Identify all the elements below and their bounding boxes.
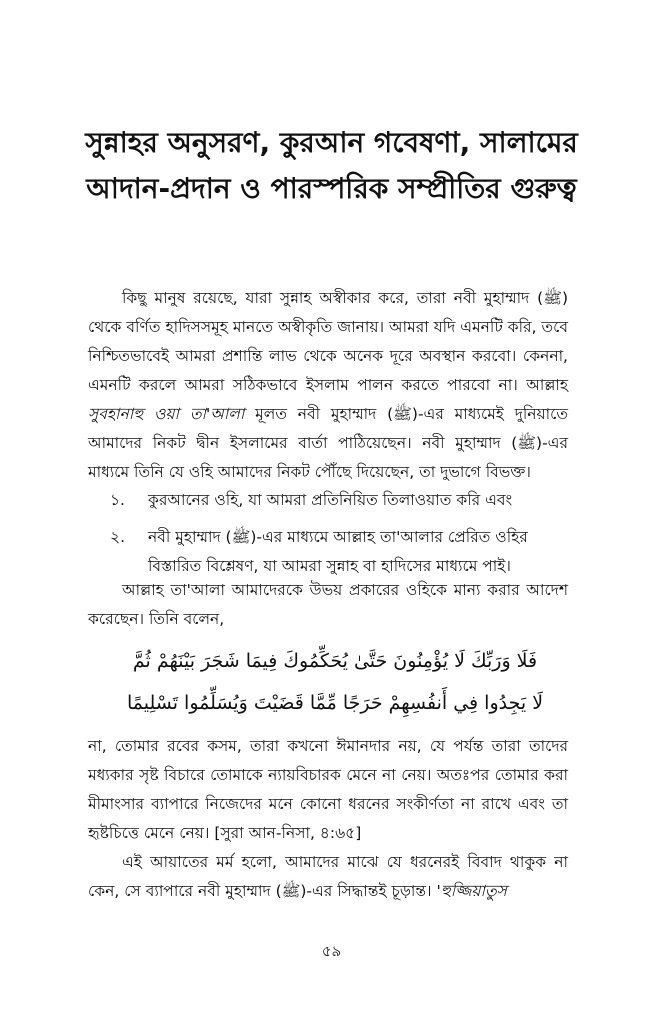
closing-text: এই আয়াতের মর্ম হলো, আমাদের মাঝে যে ধরনেরই বিবাদ থাকুক না কেন, সে ব্যাপারে নবী মুহাম্মাদ (ﷺ)-এর সিদ্ধান্তই চূড়ান্ত। [88, 853, 568, 900]
list-item [110, 523, 568, 581]
intro-italic-phrase: সুবহানাহু ওয়া তা'আলা [88, 405, 245, 423]
chapter-title-line-1: সুন্নাহর অনুসরণ, কুরআন গবেষণা, সালামের [85, 126, 578, 159]
list-item-text: কুরআনের ওহি, যা আমরা প্রতিনিয়িত তিলাওয়াত করি এবং [148, 491, 513, 509]
intro-text-end: মূলত নবী মুহাম্মাদ (ﷺ)-এর মাধ্যমেই দুনিয়াতে আমাদের নিকট দ্বীন ইসলামের বার্তা পাঠিয়েছেন। নবী মুহাম্মাদ (ﷺ)-এর মাধ্যমে তিনি যে ওহি আমাদের নিকট পৌঁছে দিয়েছেন, তা দুভাগে বিভক্ত। [88, 405, 569, 481]
verse-translation: না, তোমার রবের কসম, তারা কখনো ঈমানদার নয়, যে পর্যন্ত তারা তাদের মধ্যকার সৃষ্ট বিচারে তোমাকে ন্যায়বিচারক মেনে না নেয়। অতঃপর তোমার করা মীমাংসার ব্যাপারে নিজেদের মনে কোনো ধরনের সংকীর্ণতা না রাখে এবং তা হৃষ্টচিত্তে মেনে নেয়। [সুরা আন-নিসা, ৪:৬৫] [88, 737, 568, 842]
intro-text-start: কিছু মানুষ রয়েছে, যারা সুন্নাহ অস্বীকার করে, তারা নবী মুহাম্মাদ (ﷺ) থেকে বর্ণিত হাদিসসমূহ মানতে অস্বীকৃতি জানায়। আমরা যদি এমনটি করি, তবে নিশ্চিতভাবেই আমরা প্রশান্তি লাভ থেকে অনেক দূরে অবস্থান করবো। কেননা, এমনটি করলে আমরা সঠিকভাবে ইসলাম পালন করতে পারবো না। আল্লাহ [88, 289, 568, 394]
closing-paragraph [88, 848, 568, 906]
intro-paragraph [88, 284, 568, 487]
command-paragraph: আল্লাহ তা'আলা আমাদেরকে উভয় প্রকারের ওহিকে মান্য করার আদেশ করেছেন। তিনি বলেন, [88, 581, 568, 628]
page-number: ৫৯ [321, 942, 342, 960]
list-item [110, 486, 568, 515]
arabic-line-2: لَا يَجِدُوا فِي أَنفُسِهِمْ حَرَجًا مِّمَّا قَضَيْتَ وَيُسَلِّمُوا تَسْلِيمًا [126, 692, 544, 714]
chapter-title-line-2: আদান-প্রদান ও পারস্পরিক সম্প্রীতির গুরুত্ব [86, 172, 577, 205]
list-item-text: নবী মুহাম্মাদ (ﷺ)-এর মাধ্যমে আল্লাহ তা'আলার প্রেরিত ওহির বিস্তারিত বিশ্লেষণ, যা আমরা সুন্নাহ বা হাদিসের মাধ্যমে পাই। [148, 528, 528, 575]
list-item-number: ২. [110, 528, 126, 546]
chapter-title [60, 120, 603, 212]
arabic-line-1: فَلَا وَرَبِّكَ لَا يُؤْمِنُونَ حَتَّىٰ يُحَكِّمُوكَ فِيمَا شَجَرَ بَيْنَهُمْ ثُمَّ [132, 650, 538, 672]
revelation-types-list [110, 486, 568, 589]
list-item-number: ১. [110, 491, 125, 509]
closing-italic-term: 'হুজ্জিয়াতুস [436, 882, 507, 900]
quran-verse-arabic [100, 640, 570, 724]
